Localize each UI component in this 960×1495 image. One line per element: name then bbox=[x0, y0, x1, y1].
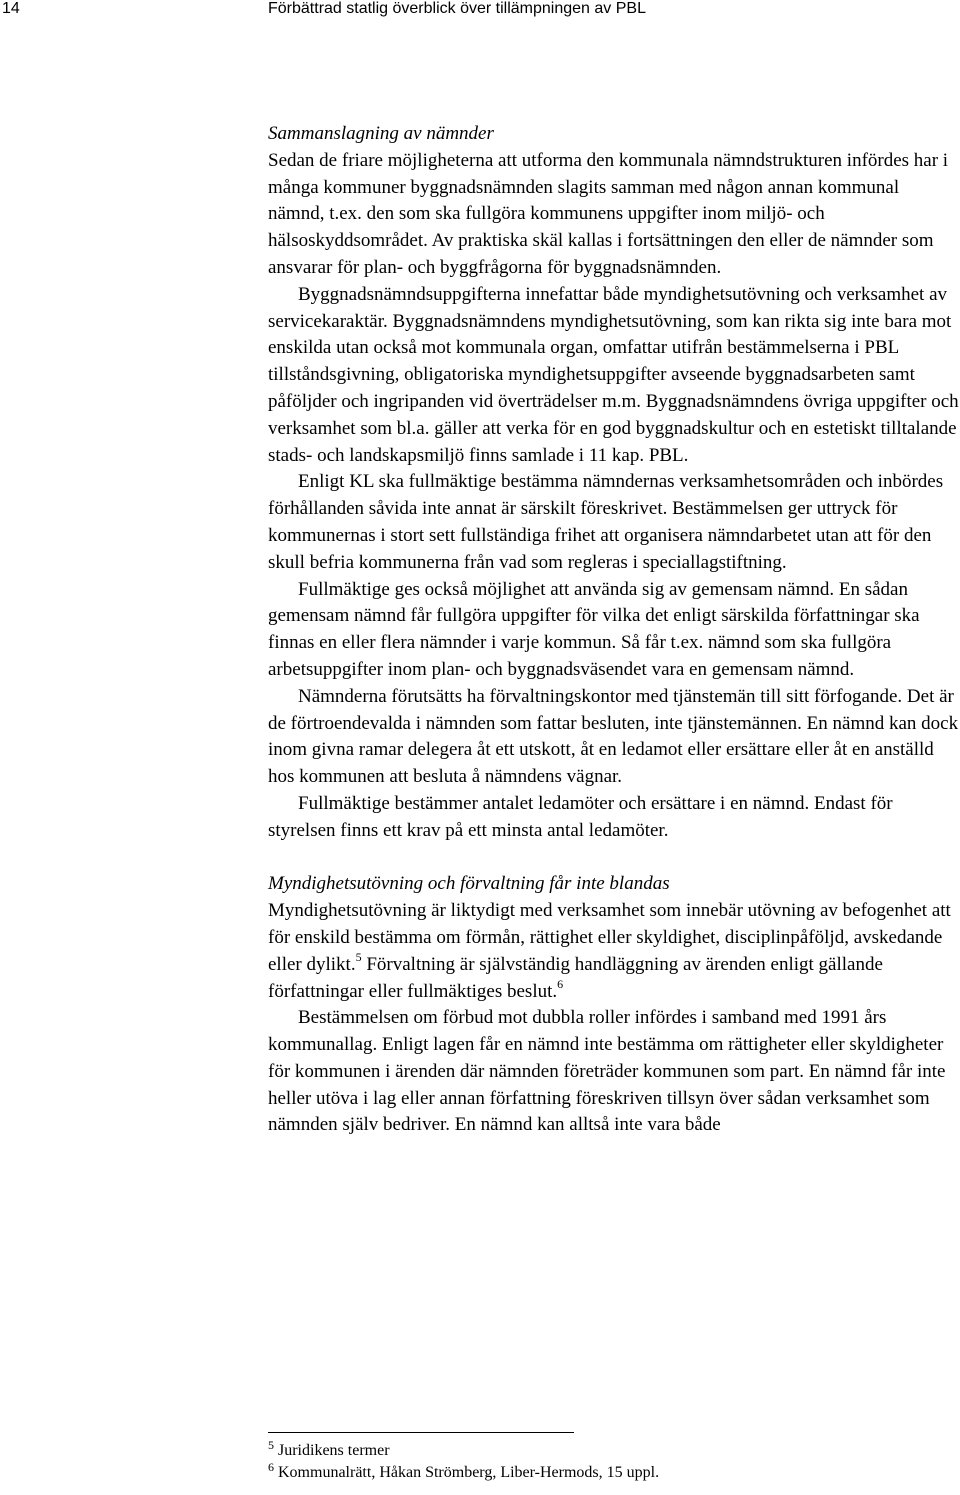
running-title: Förbättrad statlig överblick över tillämpningen av PBL bbox=[268, 0, 646, 17]
paragraph: Fullmäktige ges också möjlighet att använda sig av gemensam nämnd. En sådan gemensam nämnd får fullgöra uppgifter för vilka det enligt särskilda författningar ska finnas en eller flera nämnder i varje kommun. Så får t.ex. nämnd som ska fullgöra arbetsuppgifter inom plan- och byggnadsväsendet vara en gemensam nämnd. bbox=[268, 578, 920, 680]
paragraph bbox=[268, 898, 960, 1005]
body-text bbox=[268, 121, 960, 1139]
paragraph-text: Myndighetsutövning är liktydigt med verksamhet som innebär utövning av befogenhet att för enskild bestämma om förmån, rättighet eller skyldighet, disciplinpåföljd, avskedande eller dylikt. bbox=[268, 900, 951, 975]
footnote-number: 5 bbox=[268, 1438, 274, 1452]
paragraph: Nämnderna förutsätts ha förvaltningskontor med tjänstemän till sitt förfogande. Det är de förtroendevalda i nämnden som fattar besluten, inte tjänstemännen. En nämnd kan dock inom givna ramar delegera åt ett utskott, åt en ledamot eller ersättare eller åt en anställd hos kommunen att besluta å nämndens vägnar. bbox=[268, 685, 959, 788]
footnote-number: 6 bbox=[268, 1460, 274, 1474]
paragraph: Enligt KL ska fullmäktige bestämma nämndernas verksamhetsområden och inbördes förhållanden såvida inte annat är särskilt föreskrivet. Bestämmelsen ger uttryck för kommunernas i stort sett fullständiga frihet att organisera nämndarbetet utan att för den skull befria kommunerna från vad som regleras i speciallagstiftning. bbox=[268, 471, 944, 573]
paragraph: Fullmäktige bestämmer antalet ledamöter och ersättare i en nämnd. Endast för styrelsen finns ett krav på ett minsta antal ledamöter. bbox=[268, 792, 893, 841]
footnote-ref[interactable]: 5 bbox=[355, 949, 362, 964]
section-heading: Sammanslagning av nämnder bbox=[268, 123, 494, 144]
paragraph-text: Förvaltning är självständig handläggning av ärenden enligt gällande författningar eller fullmäktiges beslut. bbox=[268, 953, 883, 1002]
footnote-text: Kommunalrätt, Håkan Strömberg, Liber-Hermods, 15 uppl. bbox=[278, 1464, 660, 1481]
page-header bbox=[0, 0, 960, 24]
footnote bbox=[268, 1440, 659, 1462]
footnote-text: Juridikens termer bbox=[278, 1442, 390, 1459]
section-spacer bbox=[268, 845, 960, 872]
section-heading: Myndighetsutövning och förvaltning får inte blandas bbox=[268, 873, 670, 895]
paragraph: Sedan de friare möjligheterna att utforma den kommunala nämndstrukturen infördes har i många kommuner byggnadsnämnden slagits samman med någon annan kommunal nämnd, t.ex. den som ska fullgöra kommunens uppgifter inom miljö- och hälsoskyddsområdet. Av praktiska skäl kallas i fortsättningen den eller de nämnder som ansvarar för plan- och byggfrågorna för byggnadsnämnden. bbox=[268, 149, 949, 278]
footnote-separator bbox=[268, 1432, 574, 1433]
paragraph: Byggnadsnämndsuppgifterna innefattar både myndighetsutövning och verksamhet av servicekaraktär. Byggnadsnämndens myndighetsutövning, som kan rikta sig inte bara mot enskilda utan också mot kommunala organ, omfattar utifrån bestämmelserna i PBL tillståndsgivning, obligatoriska myndighetsuppgifter avseende byggnadsarbeten samt påföljder och ingripanden vid överträdelser m.m. Byggnadsnämndens övriga uppgifter och verksamhet som bl.a. gäller att verka för en god byggnadskultur och en estetiskt tilltalande stads- och landskapsmiljö finns samlade i 11 kap. PBL. bbox=[268, 283, 959, 466]
page-number: 14 bbox=[2, 0, 20, 17]
footnote-ref[interactable]: 6 bbox=[557, 976, 564, 991]
footnote bbox=[268, 1462, 659, 1484]
footnotes bbox=[268, 1440, 659, 1484]
paragraph: Bestämmelsen om förbud mot dubbla roller infördes i samband med 1991 års kommunallag. Enligt lagen får en nämnd inte bestämma om rättigheter eller skyldigheter för kommunen i ärenden där nämnden företräder kommunen som part. En nämnd får inte heller utöva i lag eller annan författning föreskriven tillsyn över sådan verksamhet som nämnden själv bedriver. En nämnd kan alltså inte vara både bbox=[268, 1007, 946, 1136]
